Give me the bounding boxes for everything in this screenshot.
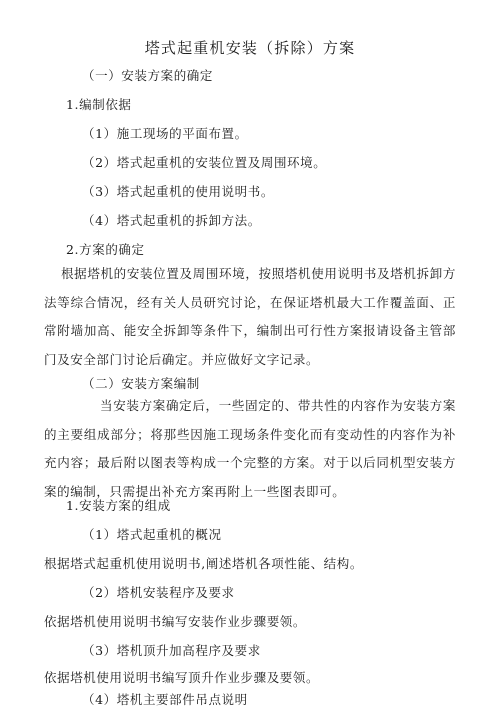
section1-heading: （一）安装方案的确定 <box>82 68 214 83</box>
section1-paragraph: 根据塔机的安装位置及周围环境，按照塔机使用说明书及塔机拆卸方法等综合情况，经有关人员研究讨论，在保证塔机最大工作覆盖面、正常附墙加高、能安全拆卸等条件下，编制出可行性方案报请设备主管部门及安全部门讨论后确定。并应做好文字记录。 <box>44 266 456 367</box>
list-item-desc: 根据塔式起重机使用说明书,阐述塔机各项性能、结构。 <box>44 556 363 571</box>
list-item-label: （2）塔机安装程序及要求 <box>82 585 235 600</box>
list-item: （2）塔式起重机的安装位置及周围环境。 <box>82 155 327 170</box>
section2-paragraph: 当安装方案确定后，一些固定的、带共性的内容作为安装方案的主要组成部分；将那些因施工现场条件变化而有变动性的内容作为补充内容；最后附以图表等构成一个完整的方案。对于以后同机型安装方案的编制，只需提出补充方案再附上一些图表即可。 <box>44 398 456 499</box>
list-item-desc: 依据塔机使用说明书编写顶升作业步骤及要领。 <box>44 670 320 685</box>
list-item: （3）塔式起重机的使用说明书。 <box>82 184 274 199</box>
list-item: （1）施工现场的平面布置。 <box>82 126 248 141</box>
section1-sub1-heading: 1.编制依据 <box>66 97 132 112</box>
list-item-desc: 依据塔机使用说明书编写安装作业步骤要领。 <box>44 614 307 629</box>
list-item-label: （3）塔机顶升加高程序及要求 <box>82 643 261 658</box>
section2-sub1-heading: 1.安装方案的组成 <box>66 498 171 513</box>
section1-sub2-heading: 2.方案的确定 <box>66 242 145 257</box>
section2-heading: （二）安装方案编制 <box>82 376 200 391</box>
list-item-label: （4）塔机主要部件吊点说明 <box>82 692 248 707</box>
document-title: 塔式起重机安装（拆除）方案 <box>144 39 356 57</box>
list-item: （4）塔式起重机的拆卸方法。 <box>82 213 261 228</box>
list-item-label: （1）塔式起重机的概况 <box>82 527 222 542</box>
